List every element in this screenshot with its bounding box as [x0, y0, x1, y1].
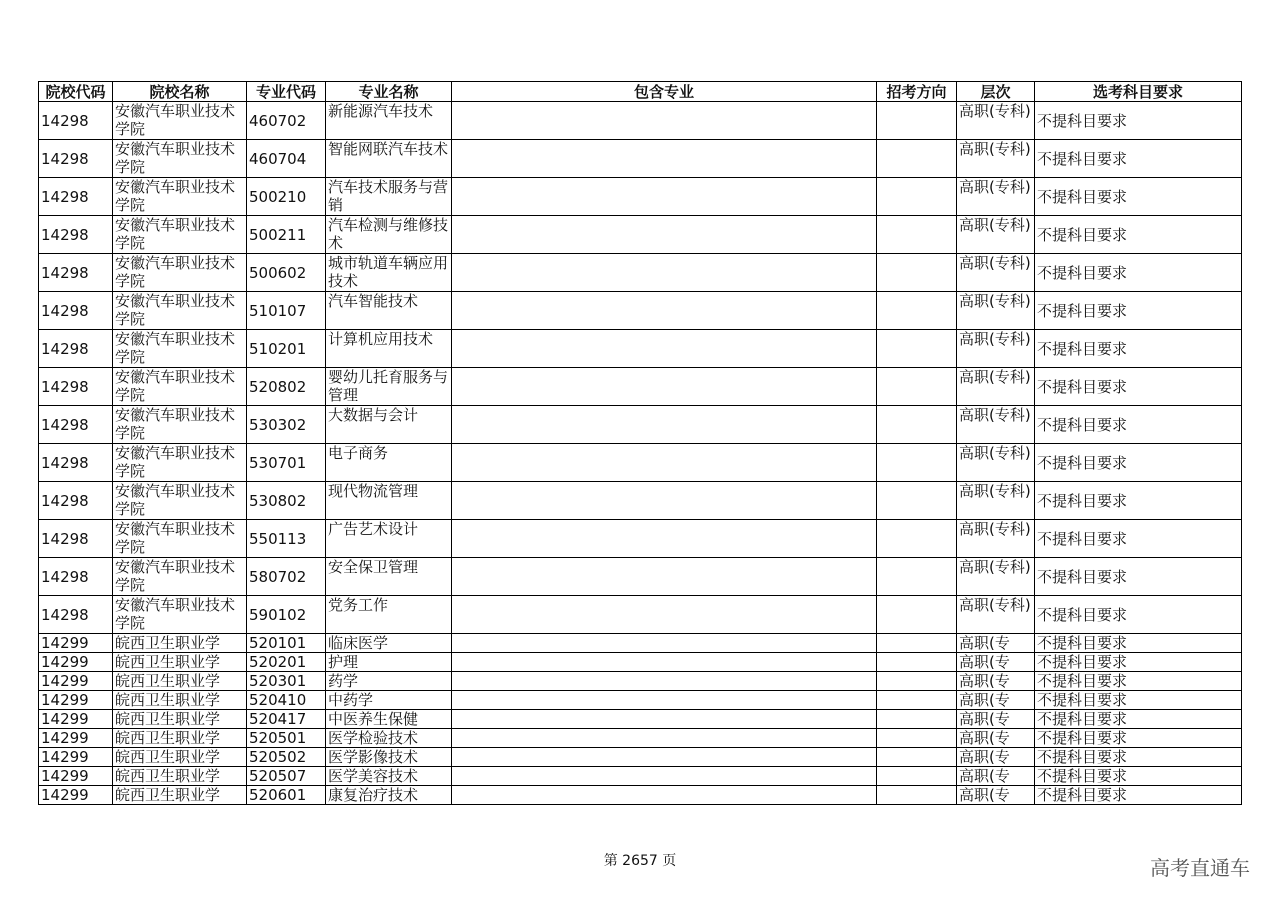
- cell-includes: [452, 558, 877, 596]
- table-row: [39, 672, 1242, 691]
- cell-school-code: 14298: [39, 330, 113, 368]
- table-row: [39, 748, 1242, 767]
- cell-includes: [452, 653, 877, 672]
- cell-includes: [452, 596, 877, 634]
- cell-includes: [452, 330, 877, 368]
- cell-school-name: 安徽汽车职业技术学院: [113, 558, 247, 596]
- table-row: [39, 482, 1242, 520]
- cell-requirement: 不提科目要求: [1035, 482, 1242, 520]
- cell-major-name: 计算机应用技术: [326, 330, 452, 368]
- cell-major-name: 新能源汽车技术: [326, 102, 452, 140]
- cell-direction: [877, 292, 957, 330]
- cell-requirement: 不提科目要求: [1035, 748, 1242, 767]
- cell-major-code: 520507: [247, 767, 326, 786]
- header-level: 层次: [957, 82, 1035, 102]
- cell-includes: [452, 254, 877, 292]
- cell-school-name: 安徽汽车职业技术学院: [113, 178, 247, 216]
- cell-school-code: 14298: [39, 140, 113, 178]
- cell-major-code: 520301: [247, 672, 326, 691]
- cell-requirement: 不提科目要求: [1035, 102, 1242, 140]
- cell-major-name: 中医养生保健: [326, 710, 452, 729]
- cell-major-code: 520601: [247, 786, 326, 805]
- admissions-table: [38, 81, 1242, 805]
- cell-requirement: 不提科目要求: [1035, 729, 1242, 748]
- cell-requirement: 不提科目要求: [1035, 767, 1242, 786]
- cell-level: 高职(专科): [957, 140, 1035, 178]
- cell-includes: [452, 102, 877, 140]
- header-major-code: 专业代码: [247, 82, 326, 102]
- cell-school-name: 安徽汽车职业技术学院: [113, 406, 247, 444]
- cell-level: 高职(专: [957, 672, 1035, 691]
- cell-major-code: 520410: [247, 691, 326, 710]
- cell-school-code: 14299: [39, 653, 113, 672]
- table-row: [39, 691, 1242, 710]
- cell-includes: [452, 406, 877, 444]
- cell-school-code: 14298: [39, 520, 113, 558]
- cell-direction: [877, 254, 957, 292]
- cell-level: 高职(专科): [957, 520, 1035, 558]
- cell-includes: [452, 140, 877, 178]
- cell-requirement: 不提科目要求: [1035, 178, 1242, 216]
- cell-school-code: 14299: [39, 786, 113, 805]
- cell-includes: [452, 748, 877, 767]
- cell-requirement: 不提科目要求: [1035, 710, 1242, 729]
- cell-level: 高职(专: [957, 634, 1035, 653]
- cell-major-name: 智能网联汽车技术: [326, 140, 452, 178]
- cell-level: 高职(专科): [957, 368, 1035, 406]
- cell-major-code: 530302: [247, 406, 326, 444]
- cell-includes: [452, 767, 877, 786]
- cell-direction: [877, 444, 957, 482]
- cell-requirement: 不提科目要求: [1035, 216, 1242, 254]
- table-row: [39, 330, 1242, 368]
- cell-major-name: 汽车检测与维修技术: [326, 216, 452, 254]
- cell-school-name: 安徽汽车职业技术学院: [113, 140, 247, 178]
- cell-direction: [877, 178, 957, 216]
- cell-includes: [452, 482, 877, 520]
- cell-major-code: 520501: [247, 729, 326, 748]
- table-header-row: [39, 82, 1242, 102]
- cell-major-name: 现代物流管理: [326, 482, 452, 520]
- cell-school-code: 14298: [39, 558, 113, 596]
- cell-level: 高职(专科): [957, 596, 1035, 634]
- cell-major-code: 530802: [247, 482, 326, 520]
- cell-requirement: 不提科目要求: [1035, 634, 1242, 653]
- cell-level: 高职(专: [957, 767, 1035, 786]
- cell-requirement: 不提科目要求: [1035, 444, 1242, 482]
- cell-school-code: 14298: [39, 102, 113, 140]
- cell-school-name: 安徽汽车职业技术学院: [113, 368, 247, 406]
- cell-level: 高职(专: [957, 729, 1035, 748]
- cell-school-code: 14298: [39, 216, 113, 254]
- cell-school-code: 14299: [39, 691, 113, 710]
- cell-school-code: 14298: [39, 368, 113, 406]
- cell-major-code: 500602: [247, 254, 326, 292]
- cell-major-code: 520502: [247, 748, 326, 767]
- cell-school-code: 14298: [39, 444, 113, 482]
- cell-direction: [877, 140, 957, 178]
- cell-direction: [877, 710, 957, 729]
- cell-major-code: 460704: [247, 140, 326, 178]
- table-row: [39, 729, 1242, 748]
- cell-school-code: 14299: [39, 672, 113, 691]
- cell-major-code: 520417: [247, 710, 326, 729]
- cell-includes: [452, 672, 877, 691]
- cell-major-name: 医学美容技术: [326, 767, 452, 786]
- cell-school-code: 14298: [39, 482, 113, 520]
- cell-level: 高职(专: [957, 653, 1035, 672]
- cell-school-name: 皖西卫生职业学: [113, 691, 247, 710]
- cell-level: 高职(专科): [957, 178, 1035, 216]
- cell-major-code: 590102: [247, 596, 326, 634]
- cell-direction: [877, 558, 957, 596]
- cell-requirement: 不提科目要求: [1035, 672, 1242, 691]
- cell-direction: [877, 368, 957, 406]
- cell-direction: [877, 596, 957, 634]
- cell-school-code: 14298: [39, 178, 113, 216]
- table-row: [39, 140, 1242, 178]
- cell-school-name: 皖西卫生职业学: [113, 729, 247, 748]
- cell-major-code: 580702: [247, 558, 326, 596]
- cell-includes: [452, 520, 877, 558]
- cell-major-code: 460702: [247, 102, 326, 140]
- cell-major-name: 医学检验技术: [326, 729, 452, 748]
- cell-school-code: 14298: [39, 254, 113, 292]
- cell-direction: [877, 767, 957, 786]
- cell-direction: [877, 102, 957, 140]
- cell-requirement: 不提科目要求: [1035, 520, 1242, 558]
- cell-level: 高职(专科): [957, 102, 1035, 140]
- cell-school-name: 皖西卫生职业学: [113, 786, 247, 805]
- cell-school-name: 安徽汽车职业技术学院: [113, 444, 247, 482]
- cell-requirement: 不提科目要求: [1035, 292, 1242, 330]
- table-row: [39, 368, 1242, 406]
- table-row: [39, 786, 1242, 805]
- cell-school-code: 14299: [39, 748, 113, 767]
- cell-direction: [877, 520, 957, 558]
- table-row: [39, 596, 1242, 634]
- cell-requirement: 不提科目要求: [1035, 558, 1242, 596]
- cell-direction: [877, 729, 957, 748]
- cell-school-code: 14299: [39, 634, 113, 653]
- table-row: [39, 767, 1242, 786]
- header-requirement: 选考科目要求: [1035, 82, 1242, 102]
- cell-requirement: 不提科目要求: [1035, 786, 1242, 805]
- cell-school-name: 皖西卫生职业学: [113, 710, 247, 729]
- cell-requirement: 不提科目要求: [1035, 254, 1242, 292]
- cell-major-code: 520101: [247, 634, 326, 653]
- cell-major-name: 安全保卫管理: [326, 558, 452, 596]
- cell-school-code: 14298: [39, 406, 113, 444]
- page-number: 第 2657 页: [603, 853, 677, 869]
- table-row: [39, 292, 1242, 330]
- cell-requirement: 不提科目要求: [1035, 406, 1242, 444]
- cell-major-name: 中药学: [326, 691, 452, 710]
- cell-school-code: 14298: [39, 292, 113, 330]
- table-row: [39, 520, 1242, 558]
- cell-major-code: 520802: [247, 368, 326, 406]
- cell-school-name: 安徽汽车职业技术学院: [113, 482, 247, 520]
- cell-major-name: 护理: [326, 653, 452, 672]
- cell-includes: [452, 786, 877, 805]
- cell-direction: [877, 653, 957, 672]
- cell-direction: [877, 330, 957, 368]
- cell-school-name: 安徽汽车职业技术学院: [113, 292, 247, 330]
- table-row: [39, 634, 1242, 653]
- cell-major-name: 汽车技术服务与营销: [326, 178, 452, 216]
- cell-requirement: 不提科目要求: [1035, 653, 1242, 672]
- cell-school-name: 皖西卫生职业学: [113, 634, 247, 653]
- cell-major-code: 500211: [247, 216, 326, 254]
- cell-major-code: 510107: [247, 292, 326, 330]
- cell-major-name: 广告艺术设计: [326, 520, 452, 558]
- cell-major-name: 婴幼儿托育服务与管理: [326, 368, 452, 406]
- table-row: [39, 178, 1242, 216]
- cell-major-code: 520201: [247, 653, 326, 672]
- cell-major-name: 药学: [326, 672, 452, 691]
- cell-includes: [452, 216, 877, 254]
- table-row: [39, 254, 1242, 292]
- header-includes: 包含专业: [452, 82, 877, 102]
- table-row: [39, 444, 1242, 482]
- cell-level: 高职(专科): [957, 444, 1035, 482]
- cell-level: 高职(专科): [957, 406, 1035, 444]
- cell-major-name: 城市轨道车辆应用技术: [326, 254, 452, 292]
- header-direction: 招考方向: [877, 82, 957, 102]
- cell-major-name: 医学影像技术: [326, 748, 452, 767]
- cell-direction: [877, 634, 957, 653]
- cell-level: 高职(专: [957, 748, 1035, 767]
- cell-level: 高职(专科): [957, 216, 1035, 254]
- cell-school-code: 14299: [39, 767, 113, 786]
- cell-level: 高职(专科): [957, 482, 1035, 520]
- cell-includes: [452, 292, 877, 330]
- cell-major-name: 临床医学: [326, 634, 452, 653]
- cell-requirement: 不提科目要求: [1035, 368, 1242, 406]
- cell-school-name: 安徽汽车职业技术学院: [113, 520, 247, 558]
- table-row: [39, 558, 1242, 596]
- cell-major-name: 康复治疗技术: [326, 786, 452, 805]
- cell-level: 高职(专科): [957, 254, 1035, 292]
- cell-direction: [877, 216, 957, 254]
- watermark-logo-text: 高考直通车: [1150, 856, 1250, 880]
- cell-level: 高职(专: [957, 710, 1035, 729]
- cell-direction: [877, 406, 957, 444]
- header-school-code: 院校代码: [39, 82, 113, 102]
- table-row: [39, 102, 1242, 140]
- cell-includes: [452, 691, 877, 710]
- cell-school-name: 安徽汽车职业技术学院: [113, 596, 247, 634]
- cell-requirement: 不提科目要求: [1035, 140, 1242, 178]
- cell-requirement: 不提科目要求: [1035, 330, 1242, 368]
- cell-direction: [877, 786, 957, 805]
- cell-major-code: 550113: [247, 520, 326, 558]
- cell-school-name: 皖西卫生职业学: [113, 767, 247, 786]
- cell-level: 高职(专科): [957, 330, 1035, 368]
- cell-direction: [877, 482, 957, 520]
- cell-direction: [877, 672, 957, 691]
- cell-includes: [452, 729, 877, 748]
- cell-requirement: 不提科目要求: [1035, 691, 1242, 710]
- cell-major-code: 500210: [247, 178, 326, 216]
- cell-includes: [452, 634, 877, 653]
- cell-includes: [452, 178, 877, 216]
- cell-school-name: 安徽汽车职业技术学院: [113, 254, 247, 292]
- cell-includes: [452, 710, 877, 729]
- cell-direction: [877, 691, 957, 710]
- cell-school-name: 皖西卫生职业学: [113, 672, 247, 691]
- cell-school-name: 皖西卫生职业学: [113, 748, 247, 767]
- table-row: [39, 406, 1242, 444]
- cell-major-code: 510201: [247, 330, 326, 368]
- cell-school-code: 14299: [39, 729, 113, 748]
- table-row: [39, 710, 1242, 729]
- cell-level: 高职(专: [957, 786, 1035, 805]
- cell-level: 高职(专: [957, 691, 1035, 710]
- cell-major-name: 大数据与会计: [326, 406, 452, 444]
- cell-direction: [877, 748, 957, 767]
- cell-major-name: 汽车智能技术: [326, 292, 452, 330]
- cell-includes: [452, 368, 877, 406]
- cell-level: 高职(专科): [957, 292, 1035, 330]
- header-school-name: 院校名称: [113, 82, 247, 102]
- cell-school-name: 皖西卫生职业学: [113, 653, 247, 672]
- cell-major-name: 党务工作: [326, 596, 452, 634]
- cell-includes: [452, 444, 877, 482]
- cell-level: 高职(专科): [957, 558, 1035, 596]
- table-body: [39, 102, 1242, 805]
- table-row: [39, 216, 1242, 254]
- cell-major-name: 电子商务: [326, 444, 452, 482]
- cell-school-name: 安徽汽车职业技术学院: [113, 216, 247, 254]
- cell-school-name: 安徽汽车职业技术学院: [113, 330, 247, 368]
- cell-major-code: 530701: [247, 444, 326, 482]
- table-row: [39, 653, 1242, 672]
- header-major-name: 专业名称: [326, 82, 452, 102]
- cell-school-code: 14298: [39, 596, 113, 634]
- cell-school-name: 安徽汽车职业技术学院: [113, 102, 247, 140]
- cell-school-code: 14299: [39, 710, 113, 729]
- cell-requirement: 不提科目要求: [1035, 596, 1242, 634]
